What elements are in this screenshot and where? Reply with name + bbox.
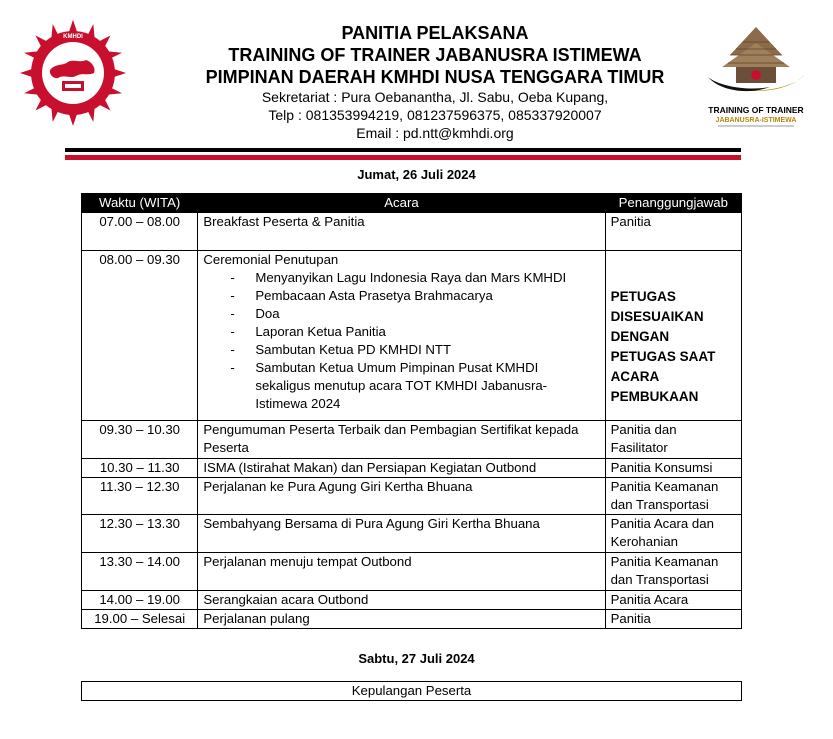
row-activity [198,251,605,421]
schedule-table-day1 [81,193,742,629]
row-activity: Sembahyang Bersama di Pura Agung Giri Kertha Bhuana [198,515,605,553]
row-time: 07.00 – 08.00 [82,213,198,251]
column-header-activity: Acara [198,194,605,213]
ceremony-title: Ceremonial Penutupan [203,252,339,267]
list-item: - Pembacaan Asta Prasetya Brahmacarya [230,288,493,303]
list-item: - Menyanyikan Lagu Indonesia Raya dan Mars KMHDI [230,270,567,285]
svg-text:KMHDI: KMHDI [63,34,83,40]
table-row [82,213,742,251]
row-activity: Perjalanan ke Pura Agung Giri Kertha Bhuana [198,478,605,515]
row-pic: Panitia Keamanan dan Transportasi [605,553,741,591]
email-address: Email : pd.ntt@kmhdi.org [356,125,514,141]
table-row [82,478,742,515]
row-time: 14.00 – 19.00 [82,591,198,610]
header-divider-red [65,155,741,160]
row-activity: Serangkaian acara Outbond [198,591,605,610]
row-time: 12.30 – 13.30 [82,515,198,553]
pic-officers-note: PETUGAS DISESUAIKAN DENGAN PETUGAS SAAT ACARA PEMBUKAAN [610,289,716,404]
row-time: 19.00 – Selesai [82,610,198,629]
table-row [82,591,742,610]
row-time: 13.30 – 14.00 [82,553,198,591]
schedule-day2-activity: Kepulangan Peserta [81,681,742,701]
row-time: 09.30 – 10.30 [82,421,198,459]
column-header-time: Waktu (WITA) [82,194,198,213]
secretariat-address: Sekretariat : Pura Oebanantha, Jl. Sabu, Oeba Kupang, [261,89,609,105]
table-row [82,421,742,459]
list-item: - Sambutan Ketua PD KMHDI NTT [230,342,452,357]
row-activity: Pengumuman Peserta Terbaik dan Pembagian Sertifikat kepada Peserta [198,421,605,459]
row-time: 11.30 – 12.30 [82,478,198,515]
date-day2: Sabtu, 27 Juli 2024 [358,651,475,666]
row-time: 10.30 – 11.30 [82,459,198,478]
table-row [82,515,742,553]
row-activity: Perjalanan menuju tempat Outbond [198,553,605,591]
row-pic: Panitia Konsumsi [605,459,741,478]
row-activity: ISMA (Istirahat Makan) dan Persiapan Kegiatan Outbond [198,459,605,478]
row-activity: Breakfast Peserta & Panitia [198,213,605,251]
tot-logo-subtitle: JABANUSRA-ISTIMEWA [715,117,797,124]
table-row [82,610,742,629]
row-pic: Panitia [605,610,741,629]
table-row [82,553,742,591]
column-header-pic: Penanggungjawab [605,194,741,213]
row-pic: Panitia Keamanan dan Transportasi [605,478,741,515]
event-title: TRAINING OF TRAINER JABANUSRA ISTIMEWA [228,45,642,65]
ceremony-items [203,269,599,413]
row-pic: Panitia Acara [605,591,741,610]
row-pic: Panitia [605,213,741,251]
row-activity: Perjalanan pulang [198,610,605,629]
tot-logo [700,15,812,130]
row-time: 08.00 – 09.30 [82,251,198,421]
phone-numbers: Telp : 081353994219, 081237596375, 085337920007 [268,107,602,123]
kmhdi-logo [18,18,128,128]
date-day1: Jumat, 26 Juli 2024 [357,167,476,182]
row-pic: Panitia dan Fasilitator [605,421,741,459]
letterhead [130,22,740,142]
row-pic [605,251,741,421]
table-header-row [82,194,742,213]
committee-title: PANITIA PELAKSANA [341,23,529,43]
list-item: - Doa [230,306,280,321]
header-divider-black [65,148,741,152]
list-item: - Sambutan Ketua Umum Pimpinan Pusat KMHDI sekaligus menutup acara TOT KMHDI Jabanusra-Istimewa 2024 [230,360,548,411]
tot-logo-title: TRAINING OF TRAINER [708,105,804,115]
row-pic: Panitia Acara dan Kerohanian [605,515,741,553]
table-row [82,251,742,421]
organization-title: PIMPINAN DAERAH KMHDI NUSA TENGGARA TIMUR [205,67,665,87]
list-item: - Laporan Ketua Panitia [230,324,386,339]
table-row [82,459,742,478]
